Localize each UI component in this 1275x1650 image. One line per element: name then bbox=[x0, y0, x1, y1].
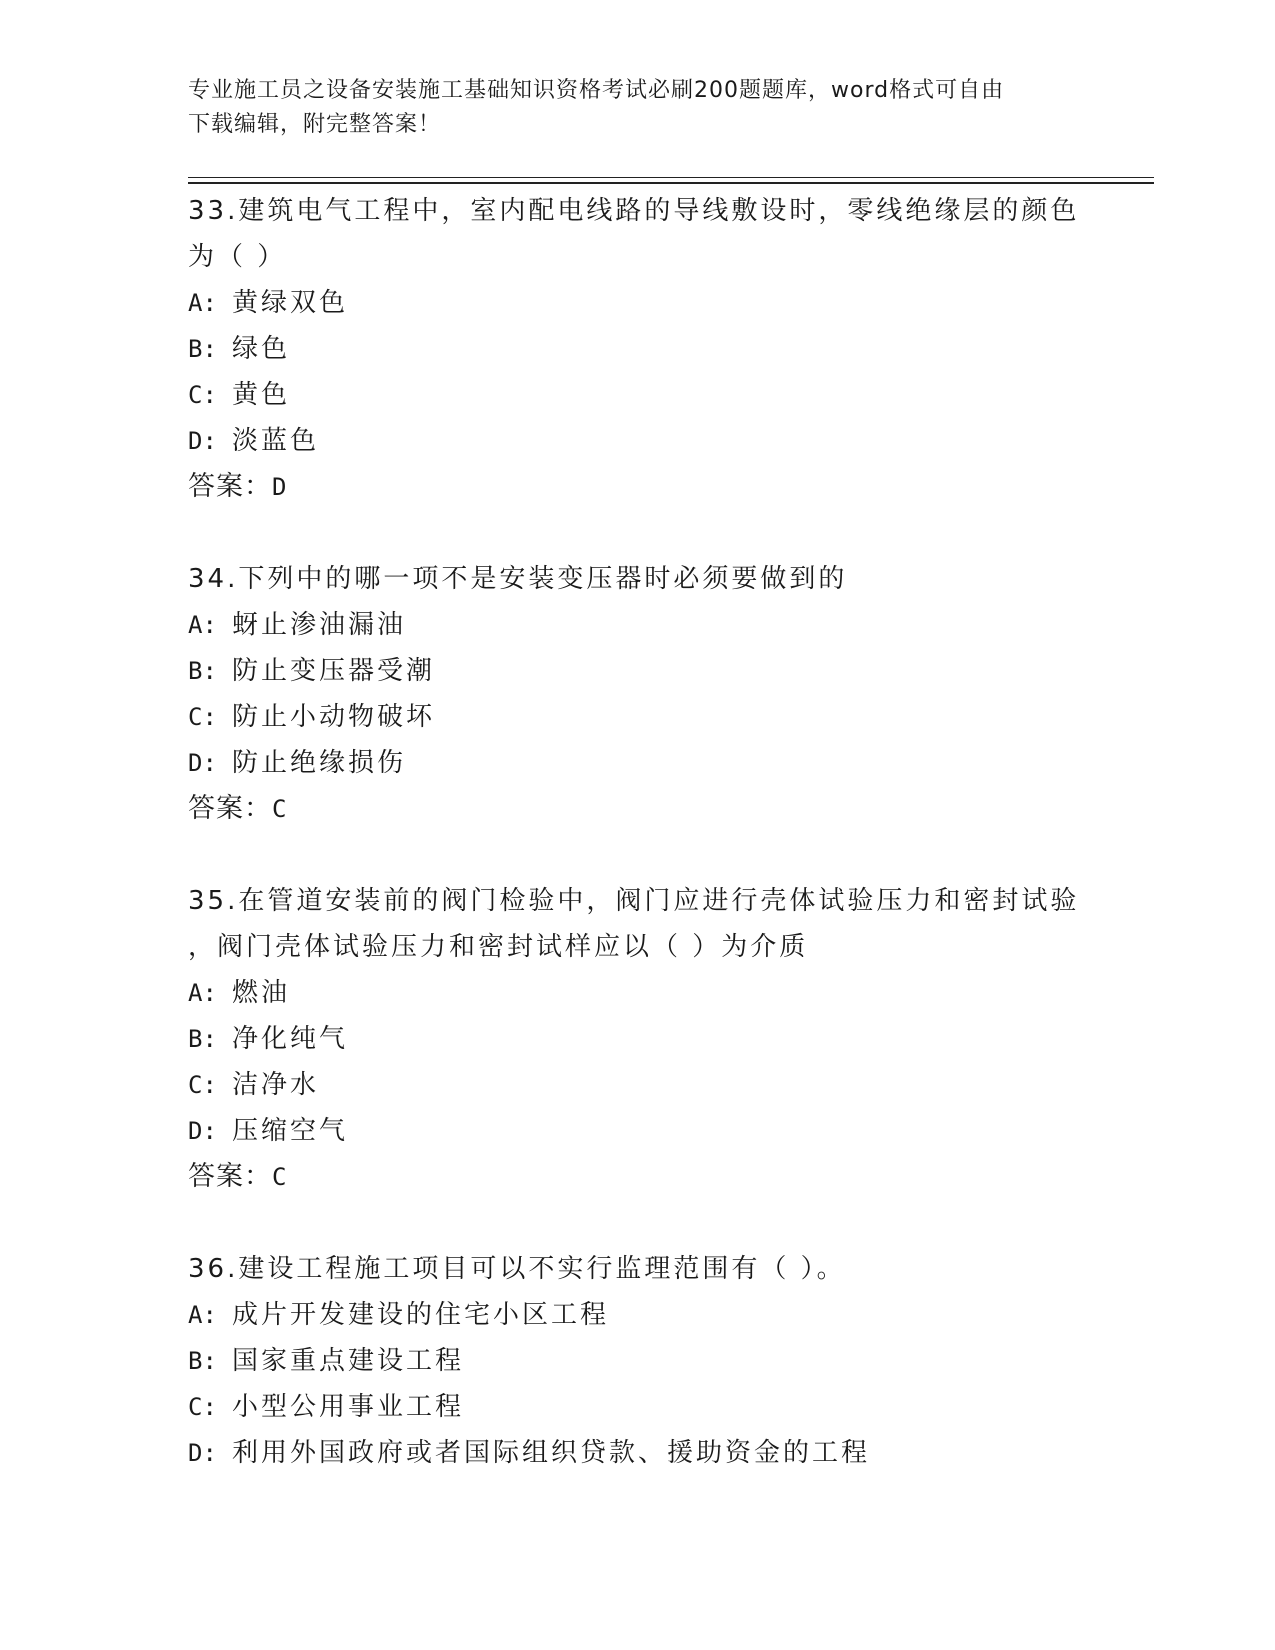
question-stem-line-1: 34.下列中的哪一项不是安装变压器时必须要做到的 bbox=[188, 564, 848, 594]
option-letter: A: bbox=[188, 1301, 217, 1329]
option-letter: C: bbox=[188, 703, 217, 731]
option-a bbox=[188, 280, 1088, 326]
option-letter: B: bbox=[188, 1025, 217, 1053]
option-letter: B: bbox=[188, 657, 217, 685]
question-stem bbox=[188, 188, 1088, 280]
document-header bbox=[188, 74, 1068, 142]
option-letter: A: bbox=[188, 289, 217, 317]
option-d bbox=[188, 1430, 1088, 1476]
option-letter: B: bbox=[188, 1347, 217, 1375]
option-letter: A: bbox=[188, 611, 217, 639]
header-line-1: 专业施工员之设备安装施工基础知识资格考试必刷200题题库，word格式可自由 bbox=[188, 78, 1005, 103]
option-text: 防止小动物破坏 bbox=[232, 702, 436, 732]
option-b bbox=[188, 326, 1088, 372]
option-text: 净化纯气 bbox=[232, 1024, 349, 1054]
option-text: 国家重点建设工程 bbox=[232, 1346, 465, 1376]
question-36 bbox=[188, 1246, 1088, 1476]
header-divider-thin bbox=[188, 177, 1154, 178]
question-stem-line-1: 36.建设工程施工项目可以不实行监理范围有（ ）。 bbox=[188, 1254, 846, 1284]
option-d bbox=[188, 418, 1088, 464]
option-text: 防止变压器受潮 bbox=[232, 656, 436, 686]
option-text: 利用外国政府或者国际组织贷款、援助资金的工程 bbox=[232, 1438, 871, 1468]
option-text: 燃油 bbox=[232, 978, 291, 1008]
option-text: 成片开发建设的住宅小区工程 bbox=[232, 1300, 610, 1330]
answer-line bbox=[188, 1154, 1088, 1200]
question-stem bbox=[188, 556, 1088, 602]
question-stem-line-1: 33.建筑电气工程中，室内配电线路的导线敷设时，零线绝缘层的颜色 bbox=[188, 196, 1080, 226]
question-33 bbox=[188, 188, 1088, 510]
option-letter: A: bbox=[188, 979, 217, 1007]
question-35 bbox=[188, 878, 1088, 1200]
answer-line bbox=[188, 786, 1088, 832]
answer-value: D bbox=[272, 473, 288, 501]
option-text: 蚜止渗油漏油 bbox=[232, 610, 407, 640]
answer-value: C bbox=[272, 795, 288, 823]
header-divider-thick bbox=[188, 182, 1154, 184]
option-text: 黄绿双色 bbox=[232, 288, 349, 318]
option-c bbox=[188, 694, 1088, 740]
option-text: 洁净水 bbox=[232, 1070, 320, 1100]
option-letter: B: bbox=[188, 335, 217, 363]
option-b bbox=[188, 1338, 1088, 1384]
question-list bbox=[188, 188, 1088, 1522]
answer-label: 答案： bbox=[188, 471, 272, 502]
option-a bbox=[188, 602, 1088, 648]
option-b bbox=[188, 1016, 1088, 1062]
option-letter: C: bbox=[188, 1071, 217, 1099]
question-stem-line-2: ，阀门壳体试验压力和密封试样应以（ ）为介质 bbox=[188, 932, 809, 962]
option-letter: C: bbox=[188, 381, 217, 409]
option-a bbox=[188, 1292, 1088, 1338]
option-text: 淡蓝色 bbox=[232, 426, 320, 456]
option-letter: D: bbox=[188, 749, 217, 777]
option-c bbox=[188, 1384, 1088, 1430]
option-text: 压缩空气 bbox=[232, 1116, 349, 1146]
answer-value: C bbox=[272, 1163, 288, 1191]
option-letter: D: bbox=[188, 427, 217, 455]
option-letter: D: bbox=[188, 1117, 217, 1145]
option-text: 小型公用事业工程 bbox=[232, 1392, 465, 1422]
option-d bbox=[188, 1108, 1088, 1154]
option-b bbox=[188, 648, 1088, 694]
option-text: 黄色 bbox=[232, 380, 291, 410]
answer-label: 答案： bbox=[188, 793, 272, 824]
question-stem-line-2: 为（ ） bbox=[188, 242, 287, 272]
option-text: 防止绝缘损伤 bbox=[232, 748, 407, 778]
option-letter: C: bbox=[188, 1393, 217, 1421]
option-c bbox=[188, 1062, 1088, 1108]
question-stem bbox=[188, 878, 1088, 970]
option-c bbox=[188, 372, 1088, 418]
answer-line bbox=[188, 464, 1088, 510]
option-text: 绿色 bbox=[232, 334, 291, 364]
option-a bbox=[188, 970, 1088, 1016]
question-stem-line-1: 35.在管道安装前的阀门检验中，阀门应进行壳体试验压力和密封试验 bbox=[188, 886, 1080, 916]
header-line-2: 下载编辑，附完整答案！ bbox=[188, 112, 442, 137]
option-d bbox=[188, 740, 1088, 786]
question-34 bbox=[188, 556, 1088, 832]
answer-label: 答案： bbox=[188, 1161, 272, 1192]
option-letter: D: bbox=[188, 1439, 217, 1467]
question-stem bbox=[188, 1246, 1088, 1292]
